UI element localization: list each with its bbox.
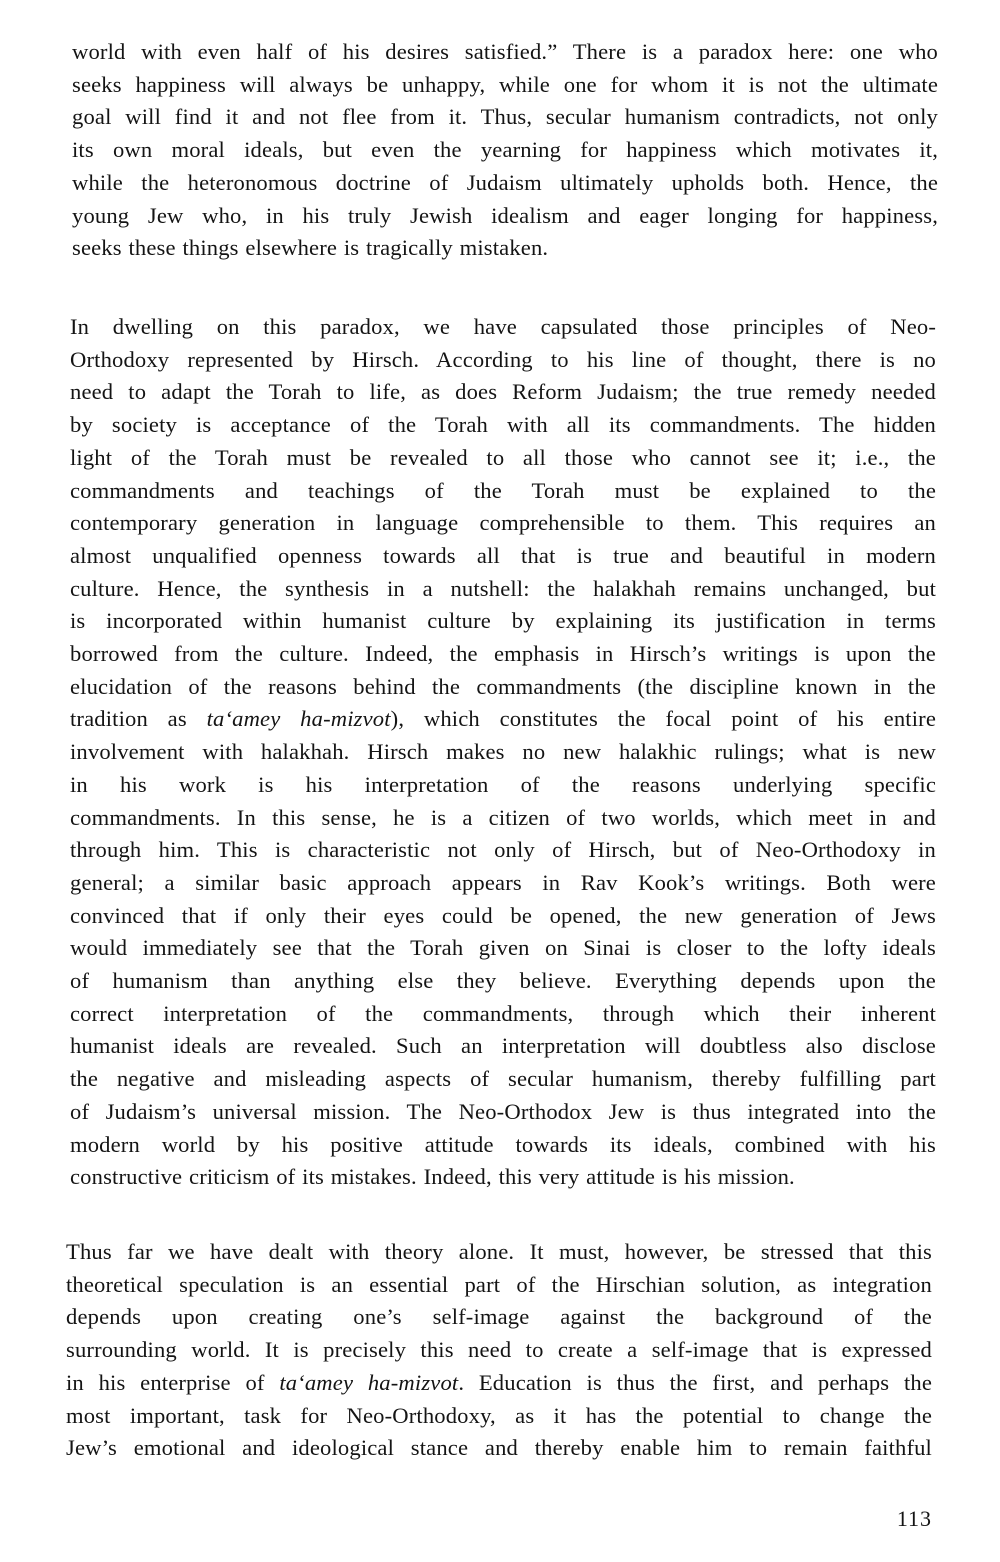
text-line: humanist ideals are revealed. Such an interpretation will doubtless also disclose — [70, 1033, 936, 1059]
text-line: commandments. In this sense, he is a citizen of two worlds, which meet in and — [70, 804, 936, 830]
text-line: correct interpretation of the commandments, through which their inherent — [70, 1000, 936, 1026]
text-line: the negative and misleading aspects of secular humanism, thereby fulfilling part — [70, 1066, 936, 1092]
text-line: Orthodoxy represented by Hirsch. According to his line of thought, there is no — [70, 346, 936, 372]
text-line: almost unqualified openness towards all that is true and beautiful in modern — [70, 542, 936, 568]
text-line: goal will find it and not flee from it. Thus, secular humanism contradicts, not only — [72, 104, 938, 130]
text-fragment: tradition as — [70, 706, 207, 732]
text-line-with-italic-term — [66, 1367, 932, 1400]
paragraph-2 — [70, 311, 936, 1194]
text-line: Thus far we have dealt with theory alone. It must, however, be stressed that this — [66, 1239, 932, 1264]
page-number: 113 — [896, 1506, 932, 1531]
text-line: seeks these things elsewhere is tragically mistaken. — [72, 235, 549, 261]
text-line: through him. This is characteristic not only of Hirsch, but of Neo-Orthodoxy in — [70, 837, 936, 863]
text-line: involvement with halakhah. Hirsch makes no new halakhic rulings; what is new — [70, 739, 936, 765]
text-line: its own moral ideals, but even the yearning for happiness which motivates it, — [72, 137, 938, 163]
paragraph-1 — [72, 36, 938, 265]
text-line: of Judaism’s universal mission. The Neo-Orthodox Jew is thus integrated into the — [70, 1098, 936, 1124]
text-line: commandments and teachings of the Torah must be explained to the — [70, 477, 936, 503]
text-line: general; a similar basic approach appears in Rav Kook’s writings. Both were — [70, 869, 936, 895]
text-line: Jew’s emotional and ideological stance and thereby enable him to remain faithful — [66, 1435, 932, 1461]
italic-term: ta‘amey ha-mizvot — [279, 1369, 459, 1395]
text-line: most important, task for Neo-Orthodoxy, as it has the potential to change the — [66, 1402, 932, 1428]
text-line-with-italic-term — [70, 703, 936, 736]
text-line: modern world by his positive attitude towards its ideals, combined with his — [70, 1131, 936, 1157]
text-line: need to adapt the Torah to life, as does Reform Judaism; the true remedy needed — [70, 379, 936, 405]
text-line: In dwelling on this paradox, we have capsulated those principles of Neo- — [70, 314, 936, 339]
text-line: while the heteronomous doctrine of Judaism ultimately upholds both. Hence, the — [72, 169, 938, 195]
text-line: borrowed from the culture. Indeed, the emphasis in Hirsch’s writings is upon the — [70, 641, 936, 667]
text-line: is incorporated within humanist culture by explaining its justification in terms — [70, 608, 936, 634]
text-line: elucidation of the reasons behind the commandments (the discipline known in the — [70, 673, 936, 699]
text-line: young Jew who, in his truly Jewish idealism and eager longing for happiness, — [72, 202, 938, 228]
text-line: contemporary generation in language comprehensible to them. This requires an — [70, 510, 936, 536]
text-line: of humanism than anything else they believe. Everything depends upon the — [70, 968, 936, 994]
text-line: convinced that if only their eyes could be opened, the new generation of Jews — [70, 902, 936, 928]
text-line: would immediately see that the Torah given on Sinai is closer to the lofty ideals — [70, 935, 936, 961]
text-fragment: ), which constitutes the focal point of his entire — [390, 706, 936, 732]
text-line: culture. Hence, the synthesis in a nutshell: the halakhah remains unchanged, but — [70, 575, 936, 601]
paragraph-3 — [66, 1236, 932, 1465]
text-line: surrounding world. It is precisely this need to create a self-image that is expressed — [66, 1337, 932, 1363]
text-line: seeks happiness will always be unhappy, while one for whom it is not the ultimate — [72, 71, 938, 97]
text-fragment: in his enterprise of — [66, 1369, 280, 1395]
text-line: by society is acceptance of the Torah with all its commandments. The hidden — [70, 412, 936, 438]
italic-term: ta‘amey ha-mizvot — [206, 706, 391, 732]
text-line: light of the Torah must be revealed to all those who cannot see it; i.e., the — [70, 444, 936, 470]
text-line: depends upon creating one’s self-image against the background of the — [66, 1304, 932, 1330]
text-line: theoretical speculation is an essential part of the Hirschian solution, as integration — [66, 1271, 932, 1297]
text-line: in his work is his interpretation of the reasons underlying specific — [70, 771, 936, 797]
text-fragment: . Education is thus the first, and perhaps the — [458, 1369, 932, 1395]
text-line: constructive criticism of its mistakes. Indeed, this very attitude is his mission. — [70, 1164, 795, 1190]
text-line: world with even half of his desires satisfied.” There is a paradox here: one who — [72, 39, 938, 64]
